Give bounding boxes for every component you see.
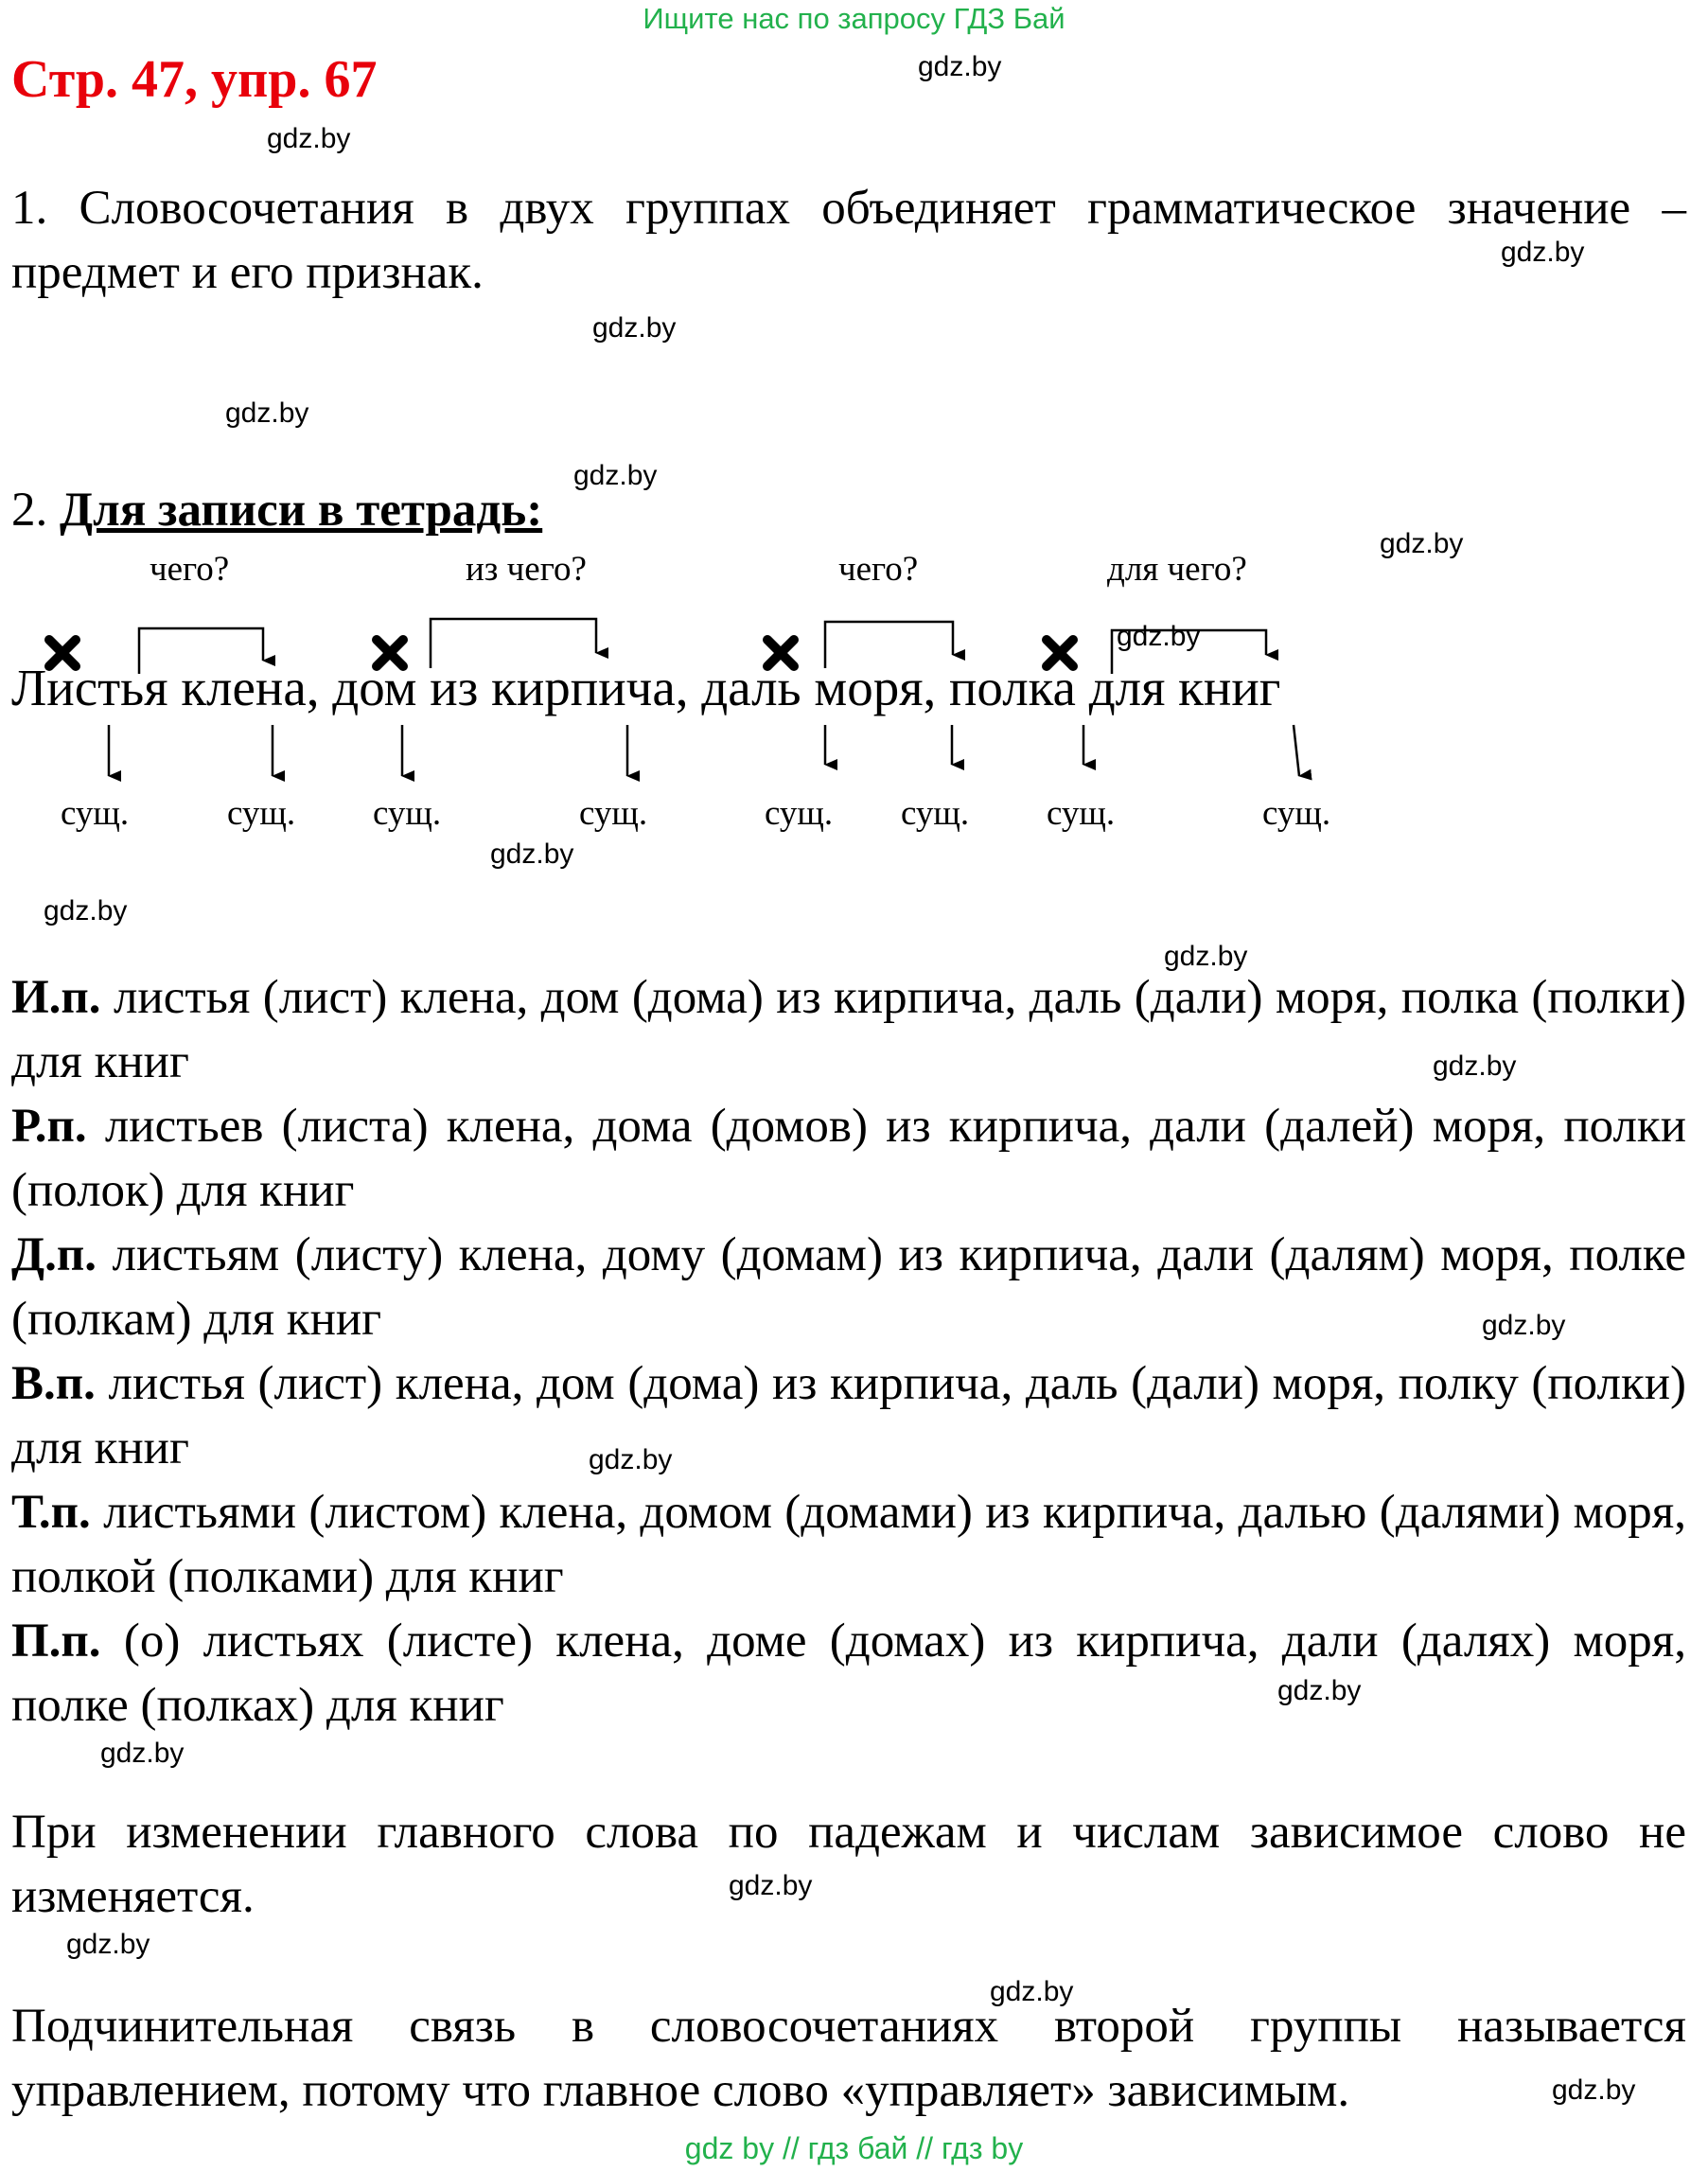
top-banner[interactable]: Ищите нас по запросу ГДЗ Бай: [643, 2, 1065, 35]
watermark: gdz.by: [1482, 1310, 1566, 1341]
watermark: gdz.by: [990, 1976, 1074, 2007]
footer-links[interactable]: gdz by // гдз бай // гдз by: [684, 2131, 1024, 2165]
watermark: gdz.by: [1380, 528, 1464, 559]
case-genitive: [11, 1094, 1686, 1223]
pos-label-5: сущ.: [765, 794, 834, 833]
main-word-cross-1: [49, 640, 76, 666]
question-1: чего?: [150, 550, 230, 589]
watermark: gdz.by: [1433, 1050, 1517, 1082]
watermark: gdz.by: [44, 895, 128, 927]
case-accusative: [11, 1351, 1686, 1480]
case-label: Т.п.: [11, 1486, 91, 1539]
watermark: gdz.by: [100, 1738, 185, 1769]
case-text: листьев (листа) клена, дома (домов) из кирпича, дали (далей) моря, полки (полок) для книг: [11, 1100, 1687, 1217]
watermark: gdz.by: [66, 1929, 150, 1960]
case-label: И.п.: [11, 971, 101, 1024]
pos-label-2: сущ.: [227, 794, 296, 833]
diagram-sentence: Листья клена, дом из кирпича, даль моря, полка для книг: [11, 659, 1281, 716]
main-word-cross-2: [377, 640, 403, 666]
main-word-cross-4: [1047, 640, 1073, 666]
main-word-cross-3: [767, 640, 794, 666]
question-arrow-1: [139, 628, 263, 674]
watermark: gdz.by: [1501, 237, 1585, 268]
conclusion-1: При изменении главного слова по падежам и числам зависимое слово не изменяется.: [11, 1806, 1686, 1923]
case-instrumental: [11, 1480, 1686, 1609]
pos-label-6: сущ.: [901, 794, 970, 833]
case-label: Д.п.: [11, 1228, 97, 1281]
watermark: gdz.by: [589, 1444, 673, 1475]
pos-label-8: сущ.: [1262, 794, 1331, 833]
watermark: gdz.by: [918, 51, 1002, 82]
pos-label-3: сущ.: [373, 794, 442, 833]
question-3: чего?: [838, 550, 919, 589]
watermark: gdz.by: [592, 312, 677, 344]
case-label: П.п.: [11, 1615, 101, 1668]
pos-label-4: сущ.: [579, 794, 648, 833]
watermark: gdz.by: [1117, 621, 1201, 652]
case-label: Р.п.: [11, 1100, 87, 1153]
page-title: Стр. 47, упр. 67: [11, 50, 378, 109]
conclusion-2: Подчинительная связь в словосочетаниях второй группы называется управлением, потому что главное слово «управляет» зависимым.: [11, 2000, 1686, 2117]
case-text: листья (лист) клена, дом (дома) из кирпича, даль (дали) моря, полка (полки) для книг: [11, 971, 1686, 1088]
case-text: листьям (листу) клена, дому (домам) из кирпича, дали (далям) моря, полке (полкам) для книг: [11, 1228, 1687, 1346]
watermark: gdz.by: [490, 838, 574, 870]
watermark: gdz.by: [225, 397, 309, 429]
watermark: gdz.by: [729, 1870, 813, 1901]
watermark: gdz.by: [1164, 941, 1248, 972]
case-text: листьями (листом) клена, домом (домами) из кирпича, далью (далями) моря, полкой (полками) для книг: [11, 1486, 1687, 1603]
watermark: gdz.by: [267, 123, 351, 154]
pos-label-1: сущ.: [61, 794, 130, 833]
item-2-heading-label: Для записи в тетрадь:: [60, 484, 543, 537]
watermark: gdz.by: [1552, 2074, 1636, 2106]
case-dative: [11, 1223, 1686, 1351]
item-2-number: 2.: [11, 484, 48, 537]
watermark: gdz.by: [1277, 1675, 1362, 1706]
question-arrow-2: [431, 619, 596, 668]
item-1-text: 1. Словосочетания в двух группах объединяет грамматическое значение – предмет и его признак.: [11, 182, 1686, 299]
question-2: из чего?: [466, 550, 587, 589]
pos-label-7: сущ.: [1047, 794, 1116, 833]
case-text: (о) листьях (листе) клена, доме (домах) из кирпича, дали (далях) моря, полке (полках) для книг: [11, 1615, 1686, 1732]
question-arrow-3: [825, 622, 953, 668]
question-4: для чего?: [1107, 550, 1247, 589]
case-label: В.п.: [11, 1357, 96, 1410]
watermark: gdz.by: [573, 460, 658, 491]
pos-arrow-8: [1294, 725, 1299, 776]
case-text: листья (лист) клена, дом (дома) из кирпича, даль (дали) моря, полку (полки) для книг: [11, 1357, 1686, 1474]
case-prepositional: [11, 1609, 1686, 1738]
